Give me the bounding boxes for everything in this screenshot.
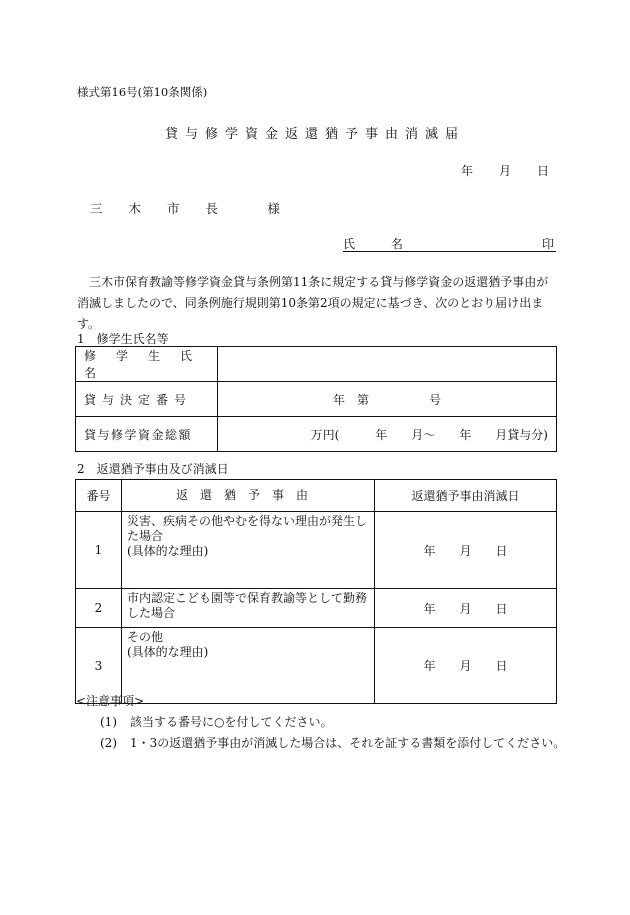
student-info-table: [75, 346, 557, 452]
decision-number-field[interactable]: 年 第 号: [218, 382, 557, 417]
table-row: [76, 347, 557, 382]
label-student-name: 修学生氏名: [76, 347, 218, 382]
note-text: 1・3の返還猶予事由が消滅した場合は、それを証する書類を添付してください。: [130, 736, 566, 750]
body-paragraph: 三木市保育教諭等修学資金貸与条例第11条に規定する貸与修学資金の返還猶予事由が消滅しましたので、同条例施行規則第10条第2項の規定に基づき、次のとおり届け出ます。: [77, 275, 549, 331]
table-row: [76, 628, 557, 704]
submission-date: [461, 162, 549, 179]
reason-cell: [122, 628, 375, 704]
note-item: [100, 713, 332, 730]
reason-text: 災害、疾病その他やむを得ない理由が発生した場合: [127, 514, 368, 543]
label-loan-total: 貸与修学資金総額: [76, 417, 218, 452]
date-day: 日: [537, 164, 550, 178]
name-label: 氏 名: [343, 237, 419, 251]
reason-detail: (具体的な理由): [127, 544, 209, 558]
row-number-cell[interactable]: 1: [76, 512, 122, 589]
note-item: [100, 734, 565, 751]
table-header-row: [76, 480, 557, 512]
end-date-cell[interactable]: 年 月 日: [375, 512, 557, 589]
notes-heading: <注意事項>: [76, 694, 145, 708]
table-row: [76, 382, 557, 417]
section1-heading: 1 修学生氏名等: [77, 332, 169, 346]
reason-table: [75, 479, 557, 704]
table-row: [76, 417, 557, 452]
header-end-date: 返還猶予事由消滅日: [375, 480, 557, 512]
section2-heading: 2 返還猶予事由及び消滅日: [77, 462, 229, 476]
addressee: 三 木 市 長 様: [90, 201, 291, 216]
date-month: 月: [499, 164, 512, 178]
header-number: 番号: [76, 480, 122, 512]
applicant-name-line[interactable]: [343, 235, 556, 252]
form-number: 様式第16号(第10条関係): [77, 85, 208, 99]
table-row: [76, 512, 557, 589]
label-decision-number: 貸与決定番号: [76, 382, 218, 417]
reason-text: その他: [127, 630, 164, 644]
row-number-cell[interactable]: 2: [76, 589, 122, 628]
end-date-cell[interactable]: 年 月 日: [375, 628, 557, 704]
header-reason: 返還猶予事由: [122, 480, 375, 512]
document-title: 貸与修学資金返還猶予事由消滅届: [164, 127, 465, 142]
seal-mark: 印: [541, 237, 554, 251]
end-date-cell[interactable]: 年 月 日: [375, 589, 557, 628]
reason-cell: [122, 589, 375, 628]
note-number: (1): [100, 715, 117, 729]
student-name-field[interactable]: [218, 347, 557, 382]
note-number: (2): [100, 736, 117, 750]
table-row: [76, 589, 557, 628]
reason-detail: (具体的な理由): [127, 645, 209, 659]
row-number-cell[interactable]: 3: [76, 628, 122, 704]
loan-total-field[interactable]: 万円( 年 月～ 年 月貸与分): [218, 417, 557, 452]
note-text: 該当する番号に○を付してください。: [130, 715, 333, 729]
reason-text: 市内認定こども園等で保育教諭等として勤務した場合: [127, 591, 368, 620]
reason-cell: [122, 512, 375, 589]
date-year: 年: [461, 164, 474, 178]
